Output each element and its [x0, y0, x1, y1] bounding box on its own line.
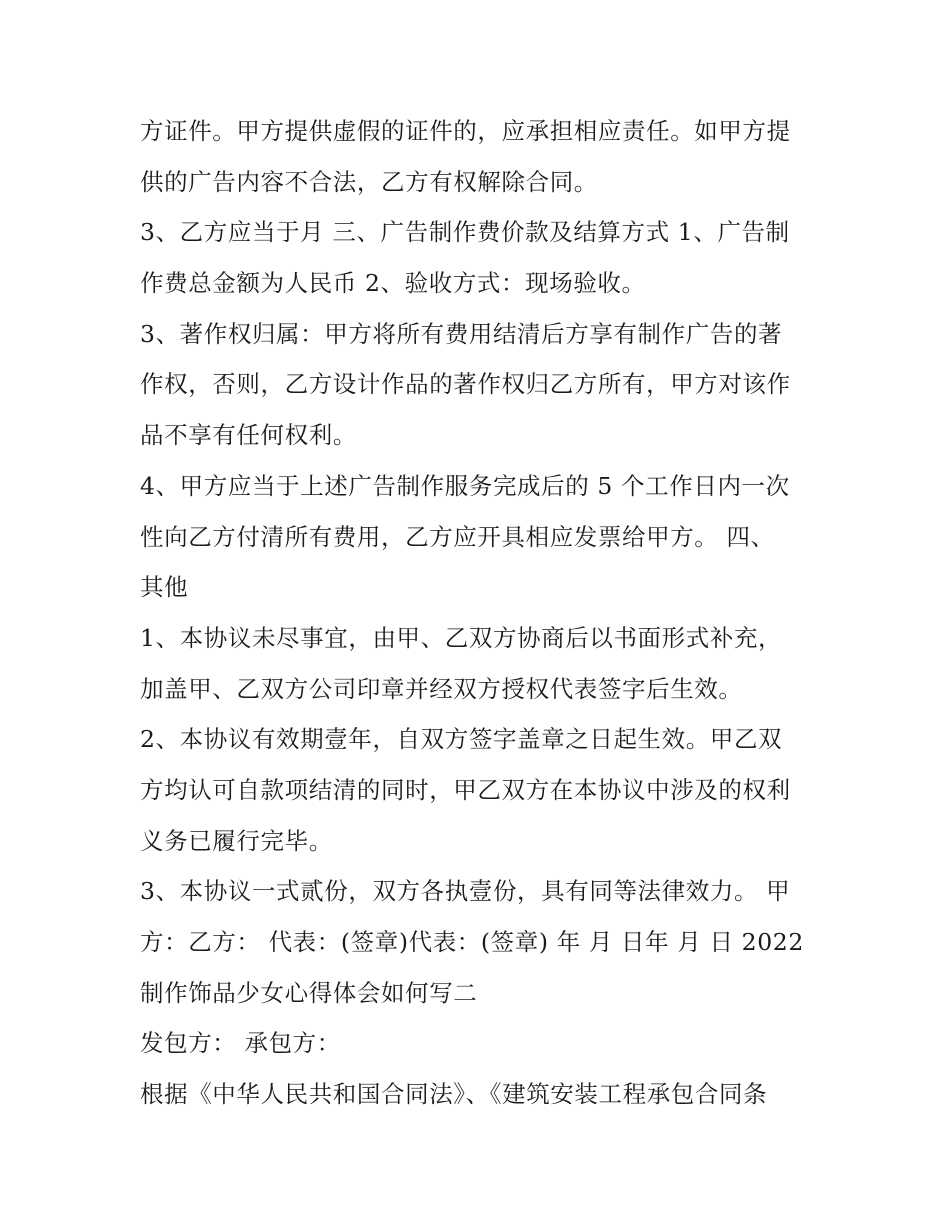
text-line: 制作饰品少女心得体会如何写二	[140, 978, 478, 1007]
text-line: 方均认可自款项结清的同时，甲乙双方在本协议中涉及的权利	[140, 775, 791, 804]
text-line: 方证件。甲方提供虚假的证件的，应承担相应责任。如甲方提	[140, 117, 791, 145]
text-line: 3、著作权归属：甲方将所有费用结清后方享有制作广告的著	[140, 319, 783, 348]
text-line: 4、甲方应当于上述广告制作服务完成后的 5 个工作日内一次	[140, 471, 790, 500]
text-line: 其他	[140, 573, 189, 602]
text-line: 3、乙方应当于月 三、广告制作费价款及结算方式 1、广告制	[140, 218, 790, 247]
text-line: 3、本协议一式贰份，双方各执壹份，具有同等法律效力。 甲	[140, 877, 791, 906]
text-line: 2、本协议有效期壹年，自双方签字盖章之日起生效。甲乙双	[140, 725, 783, 754]
text-line: 加盖甲、乙双方公司印章并经双方授权代表签字后生效。	[140, 674, 743, 703]
text-line: 发包方： 承包方：	[140, 1029, 341, 1058]
text-line: 方：乙方： 代表：(签章)代表：(签章) 年 月 日年 月 日 2022	[140, 928, 804, 956]
text-line: 义务已履行完毕。	[140, 826, 333, 855]
text-line: 作权，否则，乙方设计作品的著作权归乙方所有，甲方对该作	[140, 370, 791, 399]
text-line: 性向乙方付清所有费用，乙方应开具相应发票给甲方。 四、	[140, 522, 775, 551]
text-line: 品不享有任何权利。	[140, 421, 357, 450]
text-line: 供的广告内容不合法，乙方有权解除合同。	[140, 167, 598, 196]
document-body	[140, 106, 820, 1120]
text-line: 作费总金额为人民币 2、验收方式：现场验收。	[140, 269, 646, 298]
text-line: 1、本协议未尽事宜，由甲、乙双方协商后以书面形式补充，	[140, 623, 783, 652]
text-line: 根据《中华人民共和国合同法》、《建筑安装工程承包合同条	[140, 1080, 768, 1109]
